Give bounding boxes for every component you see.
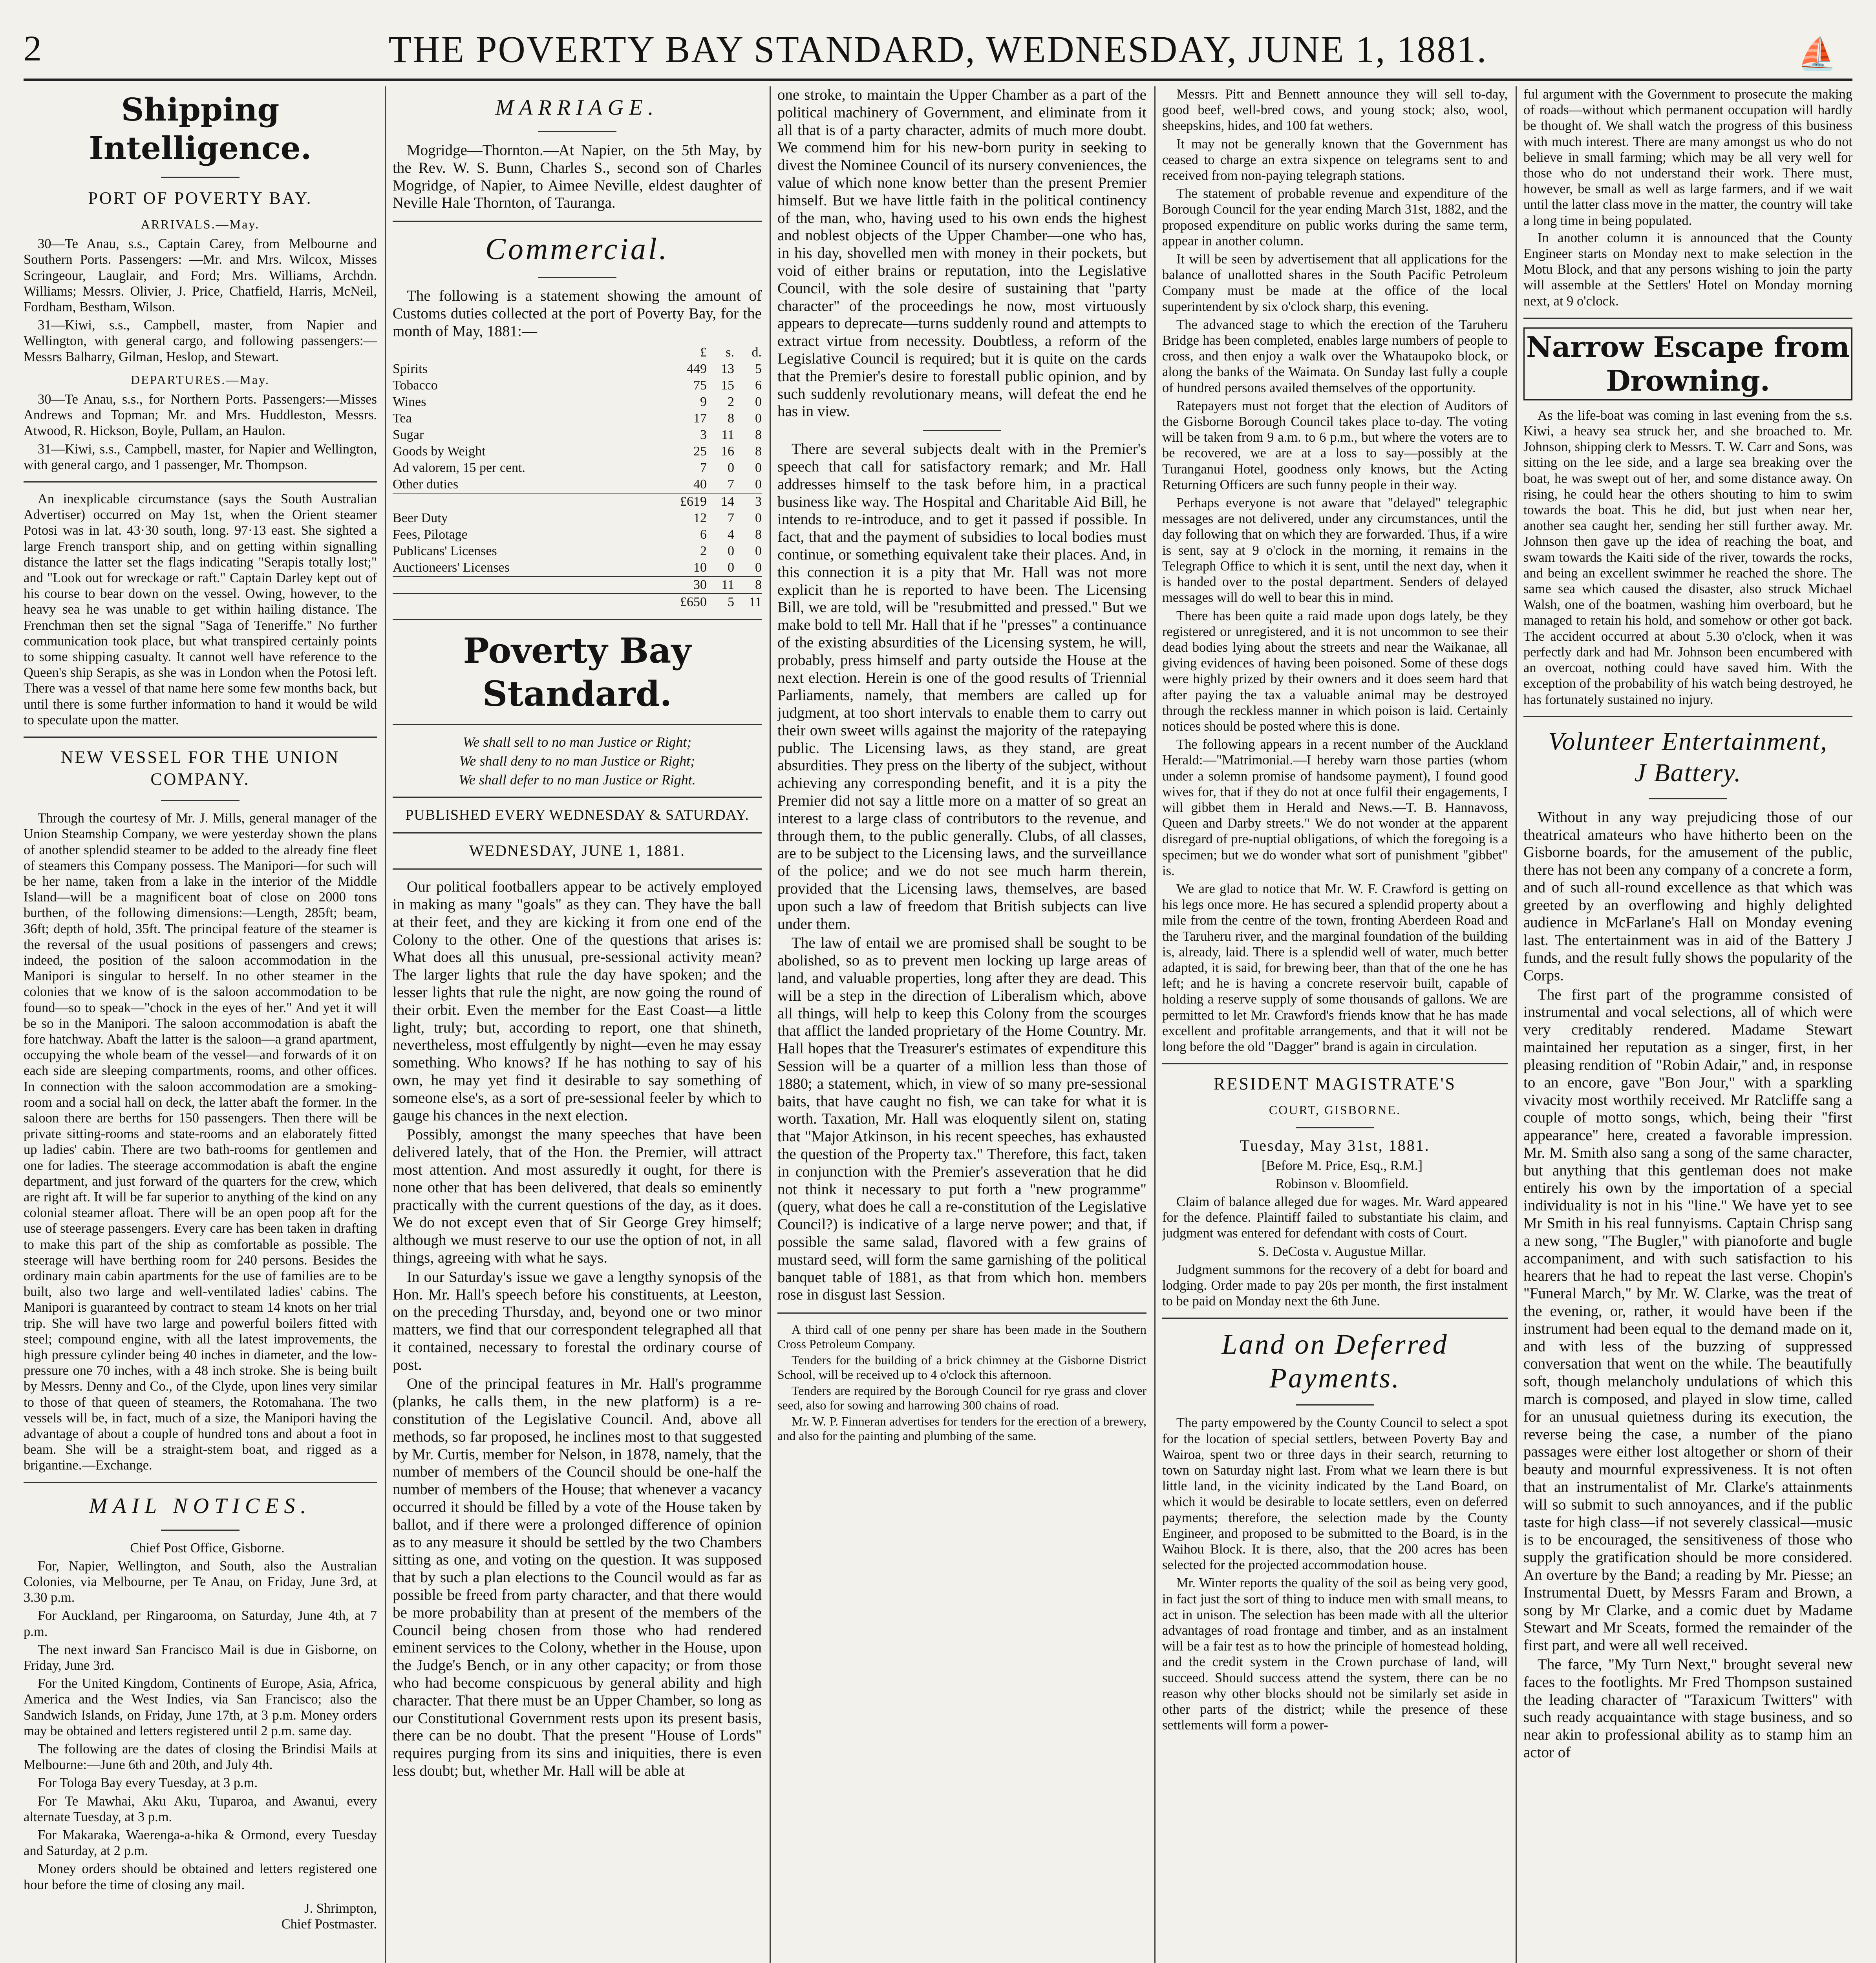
news-note: Tenders for the building of a brick chimney at the Gisborne District School, will be received up to 4 o'clock this afternoon. (777, 1353, 1146, 1382)
new-vessel-article: Through the courtesy of Mr. J. Mills, general manager of the Union Steamship Company, we were yesterday shown the plans of another splendid steamer to be added to the already fine fleet of steamers this Company possess. The Manipori—for such will be her name, taken from a lake in the interior of the Middle Island—will be a magnificent boat of close on 2000 tons burthen, of the following dimensions:—Length, 285ft; beam, 36ft; depth of hold, 35ft. The principal feature of the steamer is the reversal of the usual positions of passengers and crews; indeed, the position of the saloon accommodation in the Manipori is singular to herself. In no other steamer in the colonies that we know of is the saloon accommodation to be found—so to speak—"chock in the eyes of her." And yet it will be so in the Manipori. The saloon accommodation is abaft the fore hatchway. Abaft the latter is the saloon—a grand apartment, occupying the whole beam of the vessel—and forwards of it on each side are sleeping compartments, rooms, and other offices. In connection with the saloon accommodation are a smoking-room and a social hall on deck, the latter abaft the former. In the saloon there are berths for 150 passengers. Then there will be private sitting-rooms and state-rooms and an elaborately fitted up ladies' cabin. There are two bath-rooms for gentlemen and one for ladies. The steerage accommodation is abaft the engine department, and just forward of the quarters for the crew, which are right aft. It will be far superior to anything of the kind on any colonial steamer afloat. There will be an open poop aft for the use of steerage passengers. Every care has been taken in drafting to make this part of the ship as comfortable as possible. The steerage will have berthing room for 240 persons. Besides the ordinary main cabin apartments for the use of families are to be built, also two large and well-ventilated ladies' cabins. The Manipori is guaranteed by contract to steam 14 knots on her trial trip. She will have two large and powerful boilers fitted with steel; compound engine, with all the latest improvements, the high pressure cylinder being 40 inches in diameter, and the low-pressure one 70 inches, with a 48 inch stroke. She is being built by Messrs. Denny and Co., of the Clyde, upon lines very similar to those of that queen of steamers, the Rotomahana. The two vessels will be, in fact, much of a size, the Manipori having the advantage of about a couple of hundred tons and about a foot in beam. She will be a straight-stem boat, and rigged as a brigantine.—Exchange. (24, 811, 377, 1473)
divider (161, 800, 240, 801)
mail-item: For the United Kingdom, Continents of Europe, Asia, Africa, America and the West Indies, via San Francisco; also the Sandwich Islands, on Friday, June 17th, at 3 p.m. Money orders may be obtained and letters registered until 2 p.m. same day. (24, 1676, 377, 1738)
divider (1162, 1063, 1508, 1064)
arrival-entry: 30—Te Anau, s.s., Captain Carey, from Melbourne and Southern Ports. Passengers: —Mr. and Mrs. Wilcox, Misses Scringeour, Lauglair, and Ford; Mrs. Williams, Archdn. Williams; Messrs. Olivier, J. Price, Chatfield, Harris, McNeil, Fordham, Bestham, Wilson. (24, 236, 377, 315)
mail-item: For Te Mawhai, Aku Aku, Tuparoa, and Awanui, every alternate Tuesday, at 3 p.m. (24, 1793, 377, 1824)
page-number: 2 (24, 28, 42, 68)
local-item: Perhaps everyone is not aware that "delayed" telegraphic messages are not delivered, under any circumstances, until the day following that on which they are forwarded. Thus, if a wire is sent, say at 9 o'clock in the morning, it remains in the Telegraph Office to which it is sent, until the next day, when it is handed over to the postal department. Senders of delayed messages will do well to bear this in mind. (1162, 495, 1508, 605)
local-item: The statement of probable revenue and expenditure of the Borough Council for the year ending March 31st, 1882, and the proposed expenditure on public works during the same term, appear in another column. (1162, 186, 1508, 249)
commercial-intro: The following is a statement showing the amount of Customs duties collected at the port of Poverty Bay, for the month of May, 1881:— (393, 287, 762, 340)
divider (393, 868, 762, 870)
editorial-paragraph: Possibly, amongst the many speeches that have been delivered lately, that of the Hon. the Premier, will attract most attention. And most assuredly it ought, for there is none other that has been delivered, that deals so eminently practically with the current questions of the day, as it does. We do not except even that of Sir George Grey himself; although we must reserve to our use the option of not, in all things, agreeing with what he says. (393, 1126, 762, 1266)
divider (538, 131, 616, 132)
grand-total-row: £650 5 11 (393, 594, 762, 610)
divider (923, 430, 1001, 431)
editorial-continued: one stroke, to maintain the Upper Chamber as a part of the political machinery of Government, and eliminate from it all that is of a party character, admits of much more doubt. We commend him for his new-born purity in seeking to divest the Nominee Council of its nursery conveniences, the value of which none know better than the present Premier himself. But we have little faith in the political continency of the man, who, having used to his own ends the highest and noblest objects of the Upper Chamber—one who has, in his day, shovelled men with money in their pockets, but void of either brains or reputation, into the Legislative Council, with the sole desire of sustaining that "party character" of the proceedings he now, most virtuously appears to deprecate—turns suddenly round and attempts to extract virtue from necessity. Doubtless, a reform of the Legislative Council is required; but it is quite on the cards that the Premier's desire to forestall public opinion, and by such suddenly revolutionary means, will defeat the end he has in view. (777, 86, 1146, 420)
col-pounds: £ (700, 345, 707, 360)
motto-line: We shall defer to no man Justice or Right. (459, 771, 696, 788)
column-4 (1162, 86, 1508, 1963)
mail-notices-heading: MAIL NOTICES. (89, 1493, 312, 1518)
divider (777, 1312, 1146, 1314)
column-rule (1154, 86, 1156, 1963)
column-3 (777, 86, 1146, 1963)
narrow-escape-article: As the life-boat was coming in last evening from the s.s. Kiwi, a heavy sea struck her, and she broached to. Mr. Johnson, shipping clerk to Messrs. T. W. Carr and Sons, was sitting on the lee side, and a large sea breaking over the boat, he was swept out of her, and some distance away. On rising, he could hear the others shouting to him to swim towards the boat. This he did, but just when near her, another sea caught her, sending her still further away. Mr. Johnson then gave up the idea of reaching the boat, and swam towards the Kaiti side of the river, towards the rocks, and being an excellent swimmer he reached the shore. The same sea which caused the disaster, also struck Michael Walsh, one of the boatmen, washing him overboard, but he managed to retain his hold, and somehow or other got back. The accident occurred at about 5.30 o'clock, when it was perfectly dark and had Mr. Johnson been encumbered with an overcoat, nothing could have saved him. With the exception of the probability of his watch being destroyed, he has fortunately sustained no injury. (1523, 408, 1852, 707)
divider (393, 797, 762, 798)
column-rule (770, 86, 771, 1963)
postmaster-name: J. Shrimpton, (304, 1901, 377, 1916)
divider (1523, 716, 1852, 717)
mail-item: Money orders should be obtained and letters registered one hour before the time of closing any mail. (24, 1861, 377, 1892)
col-shillings: s. (726, 345, 734, 360)
col-pence: d. (751, 345, 762, 360)
local-item: We are glad to notice that Mr. W. F. Crawford is getting on his legs once more. He has secured a splendid property about a mile from the centre of the town, fronting Aberdeen Road and the Taruheru river, and the marginal foundation of the building is, already, laid. There is a splendid well of water, much better adapted, it is said, for brewing beer, than that of the one he has left; and he is having a concrete reservoir built, capable of holding a reserve supply of some thousands of gallons. We are permitted to let Mr. Crawford's friends know that he has made excellent and profitable arrangements, and that it will not be long before the old "Dagger" brand is again in circulation. (1162, 881, 1508, 1054)
table-row: Spirits 449 13 5 (393, 361, 762, 376)
land-continued: ful argument with the Government to prosecute the making of roads—without which permanent occupation will hardly be thought of. We shall watch the progress of this business with much interest. There are many amongst us who do not believe in small farming; which may be all very well for those who do not understand their work. There must, however, be small as well as large farmers, and if we wait until the latter class move in the matter, the country will take a long time in being populated. (1523, 87, 1852, 228)
court-heading: RESIDENT MAGISTRATE'S (1214, 1074, 1456, 1094)
divider (538, 277, 616, 278)
publication-schedule: PUBLISHED EVERY WEDNESDAY & SATURDAY. (405, 806, 749, 823)
mail-item: For Auckland, per Ringarooma, on Saturday, June 4th, at 7 p.m. (24, 1608, 377, 1639)
editorial-paragraph: Our political footballers appear to be actively employed in making as many "goals" as they can. They have the ball at their feet, and they are kicking it from one end of the Colony to the other. One of the questions that arises is: What does all this unusual, pre-sessional activity mean? The larger lights that rule the day have spoken; and the lesser lights that rule the night, are now going the round of their orbit. Even the member for the East Coast—a little light, truly; but, according to report, one that shineth, nevertheless, most effulgently by night—even he may essay something. Who knows? If he has nothing to say of his own, he may yet find it desirable to say something of someone else's, as a sort of pre-sessional feeler by which to gauge his chances in the next election. (393, 878, 762, 1124)
postmaster-signature (24, 1901, 377, 1932)
news-note: A third call of one penny per share has been made in the Southern Cross Petroleum Company. (777, 1322, 1146, 1351)
table-row: Other duties 40 7 0 (393, 477, 762, 492)
departures-heading: DEPARTURES.—May. (131, 372, 270, 387)
court-subheading: COURT, GISBORNE. (1269, 1103, 1401, 1117)
land-paragraph: Mr. Winter reports the quality of the soil as being very good, in fact just the sort of thing to induce men with small means, to act in unison. The selection has been made with all the ulterior advantages of road frontage and timber, and as an instalment will be a fair test as to how the principle of homestead holding, and the credit system in the Crown purchase of land, will succeed. Should success attend the system, there can be no reason why other blocks should not be similarly set aside in other parts of the district; while the presence of these settlements will form a power- (1162, 1576, 1508, 1733)
divider (393, 619, 762, 620)
narrow-escape-heading: Narrow Escape from (1526, 330, 1850, 364)
table-row: Tea 17 8 0 (393, 411, 762, 426)
shipping-heading: Shipping Intelligence. (89, 91, 312, 166)
mail-item: The following are the dates of closing the Brindisi Mails at Melbourne:—June 6th and 20th, and July 4th. (24, 1742, 377, 1773)
table-row: Fees, Pilotage 6 4 8 (393, 527, 762, 542)
news-note: Mr. W. P. Finneran advertises for tenders for the erection of a brewery, and also for the painting and plumbing of the same. (777, 1414, 1146, 1443)
divider (24, 1482, 377, 1483)
local-item: There has been quite a raid made upon dogs lately, be they registered or unregistered, and it is not uncommon to see their dead bodies lying about the streets and near the Waikanae, all giving evidences of having been poisoned. Some of these dogs were highly prized by their owners and it does seem hard that after paying the tax a valuable animal may be destroyed through the reckless manner in which poison is laid. Certainly notices should be posted where this is done. (1162, 608, 1508, 734)
marriage-heading: MARRIAGE. (495, 95, 659, 120)
divider (1296, 1404, 1374, 1406)
divider (393, 724, 762, 725)
case-text: Claim of balance alleged due for wages. Mr. Ward appeared for the defence. Plaintiff failed to substantiate his claim, and judgment was entered for defendant with costs of Court. (1162, 1194, 1508, 1241)
land-heading-2: Payments. (1269, 1362, 1401, 1394)
departure-entry: 31—Kiwi, s.s., Campbell, master, for Napier and Wellington, with general cargo, and 1 passenger, Mr. Thompson. (24, 441, 377, 472)
court-date: Tuesday, May 31st, 1881. (1240, 1137, 1430, 1155)
volunteer-paragraph: The first part of the programme consisted of instrumental and vocal selections, all of which were very creditably rendered. Madame Stewart maintained her reputation as a singer, first, in her pleasing rendition of "Robin Adair," and, in response to an encore, gave "Bon Jour," with a sparkling vivacity most worthily received. Mr Ratcliffe sang a couple of motto songs, which, being their "first appearance" here, created a favorable impression. Mr. M. Smith also sang a song of the same character, but anything that this gentleman does not make entirely his own by the importation of a special individuality is not in his "line." We have yet to see Mr Smith in his real funnyisms. Captain Chrisp sang a new song, "The Bugler," with pianoforte and bugle accompaniment, and with such satisfaction to his hearers that he had to repeat the last verse. Chopin's "Funeral March," by Mr. W. Clarke, was the treat of the evening, or, rather, it would have been if the instrument had been equal to the demand made on it, and with less of the buzzing of suppressed conversation that went on the while. The beautifully soft, though melancholy undulations of which this march is composed, and played in slow time, called for an unusual quietness during its execution, the reverse being the case, a number of the piano passages were either lost altogether or shorn of their beauty and mournful expressiveness. It is not often that an instrumentalist of Mr. Clarke's attainments will so submit to such annoyances, and if the public taste for high class—if not severely classical—music is to be encouraged, the sensitiveness of those who supply the gratification should be more considered. An overture by the Band; a reading by Mr. Piesse; an Instrumental Duett, by Messrs Faram and Brown, a song by Mr Clarke, and a comic duet by Madame Stewart and Mr Sceats, formed the remainder of the first part, and were all well received. (1523, 986, 1852, 1654)
court-before: [Before M. Price, Esq., R.M.] (1261, 1158, 1423, 1173)
engineer-notice: In another column it is announced that the County Engineer starts on Monday next to make selection in the Motu Block, and that any persons wishing to join the party will assemble at the Settlers' Hotel on Monday morning next, at 9 o'clock. (1523, 230, 1852, 309)
local-item: Messrs. Pitt and Bennett announce they will sell to-day, good beef, well-bred cows, and young stock; also, wool, sheepskins, hides, and 100 fat wethers. (1162, 87, 1508, 133)
case-text: Judgment summons for the recovery of a debt for board and lodging. Order made to pay 20s per month, the first instalment to be paid on Monday next the 6th June. (1162, 1262, 1508, 1309)
local-item: It may not be generally known that the Government has ceased to charge an extra sixpence on telegrams sent to and received from non-paying telegraph stations. (1162, 136, 1508, 183)
standard-title: Poverty Bay Standard. (463, 630, 691, 714)
case-title: S. DeCosta v. Augustue Millar. (1258, 1244, 1426, 1259)
table-row: Wines 9 2 0 (393, 394, 762, 409)
table-row: Ad valorem, 15 per cent. 7 0 0 (393, 460, 762, 475)
masthead (24, 27, 1852, 81)
table-row: Sugar 3 11 8 (393, 427, 762, 442)
arrivals-heading: ARRIVALS.—May. (141, 217, 260, 231)
divider (1296, 1127, 1374, 1128)
divider (393, 832, 762, 833)
customs-header-row (393, 344, 762, 361)
mail-item: For Tologa Bay every Tuesday, at 3 p.m. (38, 1775, 258, 1791)
ship-story: An inexplicable circumstance (says the South Australian Advertiser) occurred on May 1st, when the Orient steamer Potosi was in lat. 43·30 south, long. 97·13 east. She sighted a large French transport ship, and on getting within signalling distance the latter set the flags indicating "Serapis totally lost;" and "Look out for wreckage or raft." Captain Darley kept out of his course to bear down on the vessel. Owing, however, to the heavy sea he was unable to get within hailing distance. The Frenchman then set the signal "Saga of Teneriffe." No further communication took place, but what transpired certainly points to some shipping casualty. It cannot well have reference to the Queen's ship Serapis, as she was in London when the Potosi left. There was a vessel of that name here some few months back, but until there is some further information to hand it would be wild to speculate upon the matter. (24, 492, 377, 727)
news-note: Tenders are required by the Borough Council for rye grass and clover seed, also for sowing and harrowing 300 chains of road. (777, 1384, 1146, 1413)
table-row: Goods by Weight 25 16 8 (393, 444, 762, 459)
volunteer-heading: Volunteer Entertainment, (1548, 727, 1828, 756)
land-paragraph: The party empowered by the County Council to select a spot for the location of special settlers, between Poverty Bay and Wairoa, spent two or three days in their search, returning to town on Saturday night last. From what we learn there is but little land, in the vicinity indicated by the Land Board, on which it would be desirable to locate settlers, even on deferred payments; therefore, the selection made by the County Engineer, and proposed to be submitted to the Board, is in the Waihou Block. It is there, also, that the 200 acres has been selected for the projected accommodation house. (1162, 1415, 1508, 1573)
editorial-paragraph: The law of entail we are promised shall be sought to be abolished, so as to prevent men locking up large areas of land, and valuable properties, long after they are dead. This will be a step in the direction of Liberalism which, above all things, will help to keep this Colony from the scourges that afflict the landed proprietary of the Home Country. Mr. Hall hopes that the Treasurer's estimates of expenditure this Session will be a quarter of a million less than those of 1880; a statement, which, in view of so many pre-sessional baits, that have caught no fish, we can take for what it is worth. Taxation, Mr. Hall was eloquently silent on, stating that "Major Atkinson, in his recent speeches, has exhausted the question of the Property tax." Therefore, this fact, taken in conjunction with the Premier's asseveration that he did not think it necessary to put forth a "new programme" (query, what does he call a re-constitution of the Legislative Council?) is indicative of a large nerve power; and that, if possible the same salad, flavored with a few grains of mustard seed, will form the same garnishing of the political banquet table of 1881, as that from which hon. members rose in disgust last Session. (777, 934, 1146, 1303)
land-heading: Land on Deferred (1221, 1329, 1448, 1360)
ship-mark-icon: ⛵ (1797, 37, 1837, 71)
column-rule (385, 86, 386, 1963)
motto-line: We shall sell to no man Justice or Right; (463, 734, 692, 750)
editorial-paragraph: One of the principal features in Mr. Hall's programme (planks, he calls them, in the new platform) is a re-constitution of the Legislative Council. And, above all methods, so far proposed, he inclines most to that suggested by Mr. Curtis, member for Nelson, in 1878, namely, that the number of members of the Council should be one-half the number of members of the House; that whenever a vacancy occurred it should be filled by a vote of the House taken by ballot, and if there were a prolonged difference of opinion as to any measure it should be settled by the two Chambers sitting as one, and voting on the question. It was supposed that by such a plan elections to the Council would as far as possible be freed from party character, and that there would be more probability than at present of the members of the Council being chosen from those who had rendered eminent services to the Colony, whether in the House, upon the Judge's Bench, or in any other capacity; or from those who had become conspicuous by general ability and high character. That there must be an Upper Chamber, so long as our Constitutional Government rests upon its present basis, there can be no doubt. That the present "House of Lords" requires purging from its sins and iniquities, there is even less doubt; but, whether Mr. Hall will be able at (393, 1375, 762, 1780)
mail-item: The next inward San Francisco Mail is due in Gisborne, on Friday, June 3rd. (24, 1642, 377, 1673)
marriage-notice: Mogridge—Thornton.—At Napier, on the 5th May, by the Rev. W. S. Bunn, Charles S., second son of Charles Mogridge, of Napier, to Aimee Neville, eldest daughter of Neville Hale Thornton, of Tauranga. (393, 142, 762, 212)
divider (1162, 1318, 1508, 1319)
local-item: It will be seen by advertisement that all applications for the balance of unallotted shares in the South Pacific Petroleum Company must be made at the office of the local superintendent by six o'clock sharp, this evening. (1162, 252, 1508, 314)
commercial-heading: Commercial. (485, 232, 669, 266)
post-office: Chief Post Office, Gisborne. (130, 1540, 285, 1555)
table-row: Beer Duty 12 7 0 (393, 510, 762, 525)
customs-table (393, 344, 762, 610)
column-rule (1516, 86, 1517, 1963)
dateline: WEDNESDAY, JUNE 1, 1881. (469, 842, 686, 860)
divider (1649, 798, 1727, 799)
editorial-paragraph: In our Saturday's issue we gave a lengthy synopsis of the Hon. Mr. Hall's speech before his constituents, at Leeston, on the preceding Thursday, and, beyond one or two minor matters, we find that our correspondent telegraphed all that it contained, necessary to forestal the ordinary course of post. (393, 1268, 762, 1373)
divider (161, 1530, 240, 1531)
divider (24, 481, 377, 483)
volunteer-paragraph: The farce, "My Turn Next," brought several new faces to the footlights. Mr Fred Thompson sustained the leading character of "Taraxicum Twitters" with such ready acquaintance with stage business, and so near akin to professional ability as to stamp him an actor of (1523, 1656, 1852, 1761)
local-item: Ratepayers must not forget that the election of Auditors of the Gisborne Borough Council takes place to-day. The voting will be taken from 9 a.m. to 6 p.m., but where the voters are to be recovered, we are at a loss to say—possibly at the Turanganui Hotel, goodness only knows, but the Acting Returning Officers are such funny people in their way. (1162, 398, 1508, 492)
mail-item: For, Napier, Wellington, and South, also the Australian Colonies, via Melbourne, per Te Anau, on Friday, June 3rd, at 3.30 p.m. (24, 1558, 377, 1605)
table-row: Auctioneers' Licenses 10 0 0 (393, 560, 762, 575)
local-item: The following appears in a recent number of the Auckland Herald:—"Matrimonial.—I hereby warn those parties (whom under a solemn promise of handsome payment), I found good wives for, that if they do not at once fulfil their engagements, I will gibbet them in Herald and News.—T. B. Hannavoss, Queen and Darby streets." We do not wonder at the apparent disregard of pre-nuptial obligations, of which the foregoing is a specimen; but we do wonder what sort of punishment "gibbet" is. (1162, 737, 1508, 878)
motto-line: We shall deny to no man Justice or Right; (459, 753, 695, 769)
divider (393, 221, 762, 222)
column-5 (1523, 86, 1852, 1963)
divider (1523, 318, 1852, 319)
arrival-entry: 31—Kiwi, s.s., Campbell, master, from Napier and Wellington, with general cargo, and following passengers:—Messrs Balharry, Gilman, Heslop, and Stewart. (24, 318, 377, 364)
case-title: Robinson v. Bloomfield. (1275, 1176, 1409, 1191)
paper-title: THE POVERTY BAY STANDARD, WEDNESDAY, JUNE 1, 1881. (388, 28, 1488, 70)
volunteer-heading-2: J Battery. (1634, 758, 1742, 787)
volunteer-paragraph: Without in any way prejudicing those of our theatrical amateurs who have hitherto been on the Gisborne boards, for the amusement of the public, there has not been any company of a concrete a form, and of such all-round excellence as that which was greeted by an overflowing and highly delighted audience in McFarlane's Hall on Monday evening last. The entertainment was in aid of the Battery J funds, and the result fully shows the popularity of the Corps. (1523, 808, 1852, 984)
column-2 (393, 86, 762, 1963)
table-row: Publicans' Licenses 2 0 0 (393, 543, 762, 558)
divider (24, 737, 377, 738)
column-1 (24, 86, 377, 1963)
newspaper-page (24, 86, 1852, 1963)
divider (161, 177, 240, 178)
postmaster-title: Chief Postmaster. (281, 1917, 377, 1932)
mail-item: For Makaraka, Waerenga-a-hika & Ormond, every Tuesday and Saturday, at 2 p.m. (24, 1828, 377, 1859)
port-heading: PORT OF POVERTY BAY. (88, 188, 313, 208)
editorial-paragraph: There are several subjects dealt with in the Premier's speech that call for satisfactory remark; and Mr. Hall addresses himself to the task before him, in a practical business like way. The Hospital and Charitable Aid Bill, he intends to re-introduce, and to get it passed if possible. In fact, that and the payment of subsidies to local bodies must continue, or something equivalent take their places. And, in this connection it is a pity that Mr. Hall was not more explicit than he is reported to have been. The Licensing Bill, we are told, will be "resubmitted and pressed." But we make bold to tell Mr. Hall that if he "presses" a continuance of the existing absurdities of the Licensing system, he will, probably, press himself and party outside the House at the next election. Herein is one of the good results of Triennial Parliaments, namely, that members are called up for judgment, at too short intervals to enable them to carry out their own sweet wills against the majority of the ratepaying public. The Licensing laws, as they stand, are great absurdities. They press on the liberty of the subject, without achieving any corresponding benefit, and it is a pity the Premier did not say a little more on a matter of so great an interest to a large class of contributors to the revenue, and through them, to the public generally. Clubs, of all classes, are to be subject to the Licensing laws, and the surveillance of the police; and we do not see much harm therein, provided that the Licensing laws, themselves, are based upon such a law of freedom that British subjects can live under them. (777, 440, 1146, 932)
local-item: The advanced stage to which the erection of the Taruheru Bridge has been completed, enables large numbers of people to cross, and then enjoy a walk over the Whataupoko block, or along the banks of the Waimata. On Sunday last fully a couple of hundred persons availed themselves of the opportunity. (1162, 317, 1508, 395)
departure-entry: 30—Te Anau, s.s., for Northern Ports. Passengers:—Misses Andrews and Topman; Mr. and Mrs. Huddleston, Messrs. Atwood, R. Hickson, Boyle, Pullam, an Haulon. (24, 392, 377, 439)
narrow-escape-heading-2: Drowning. (1606, 364, 1770, 397)
new-vessel-heading: NEW VESSEL FOR THE UNION COMPANY. (60, 748, 340, 789)
narrow-escape-heading-box (1523, 327, 1852, 400)
other-total-row: 30 11 8 (393, 576, 762, 594)
customs-total-row: £619 14 3 (393, 493, 762, 510)
table-row: Tobacco 75 15 6 (393, 378, 762, 393)
